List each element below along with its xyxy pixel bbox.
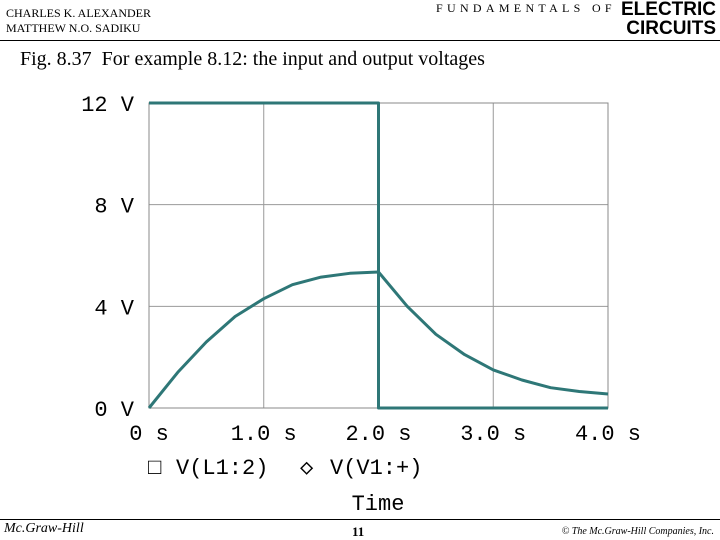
- copyright: © The Mc.Graw-Hill Companies, Inc.: [561, 526, 714, 537]
- series-line-1: [149, 103, 608, 408]
- brand-line-1: ELECTRIC: [621, 0, 716, 20]
- series-layer: [149, 103, 608, 408]
- y-tick-label: 8 V: [94, 194, 134, 220]
- x-tick-label: 1.0 s: [230, 422, 297, 447]
- y-tick-labels: [81, 93, 135, 423]
- figure-caption: Fig. 8.37 For example 8.12: the input and output voltages: [20, 48, 485, 70]
- y-tick-label: 12 V: [81, 93, 134, 118]
- y-tick-label: 4 V: [94, 296, 134, 322]
- x-tick-label: 4.0 s: [574, 422, 642, 447]
- footer-rule: [0, 519, 720, 520]
- x-tick-label: 2.0 s: [345, 422, 412, 447]
- y-tick-label: 0 V: [94, 398, 134, 423]
- legend: [148, 456, 422, 481]
- legend-marker-2: ◇: [300, 456, 314, 481]
- x-tick-label: 0 s: [129, 422, 169, 447]
- author-1: CHARLES K. ALEXANDER: [6, 6, 152, 20]
- legend-marker-1: □: [148, 456, 162, 481]
- publisher: Mc.Graw-Hill: [4, 521, 84, 536]
- legend-label-1: V(L1:2): [176, 456, 269, 481]
- page-number: 11: [352, 524, 365, 539]
- x-tick-labels: [129, 422, 641, 447]
- author-2: MATTHEW N.O. SADIKU: [6, 21, 141, 35]
- x-axis-label: Time: [351, 492, 405, 517]
- x-tick-label: 3.0 s: [460, 422, 527, 447]
- legend-label-2: V(V1:+): [330, 456, 423, 481]
- series-title: FUNDAMENTALS OF: [436, 1, 616, 15]
- brand-line-2: CIRCUITS: [626, 18, 716, 39]
